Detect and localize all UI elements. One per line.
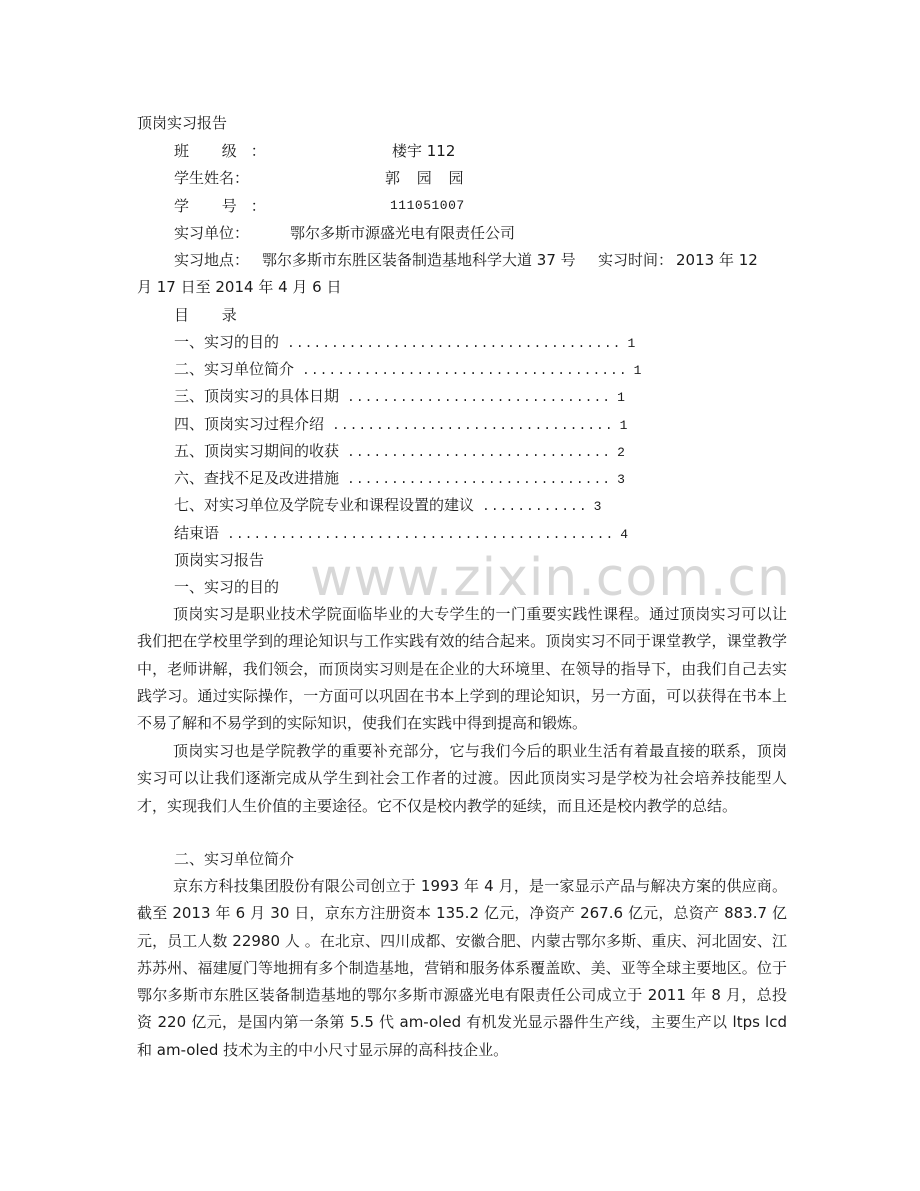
location-value: 鄂尔多斯市东胜区装备制造基地科学大道 37 号 — [262, 251, 576, 269]
toc-item: 六、查找不足及改进措施 .............................. 3 — [174, 469, 625, 487]
toc-item: 七、对实习单位及学院专业和课程设置的建议 ............ 3 — [174, 496, 602, 514]
toc-item: 四、顶岗实习过程介绍 ................................ 1 — [174, 415, 628, 433]
time-label: 实习时间： — [598, 251, 674, 269]
watermark: www.zixin.com.cn — [310, 548, 791, 608]
name-value: 郭 园 园 — [385, 169, 470, 187]
student-id-label: 学 号： — [174, 197, 280, 215]
time-value-part2: 月 17 日至 2014 年 4 月 6 日 — [137, 278, 342, 296]
toc-item: 二、实习单位简介 ..................................... 1 — [174, 360, 642, 378]
section2-paragraph-1: 京东方科技集团股份有限公司创立于 1993 年 4 月，是一家显示产品与解决方案的供应商。截至 2013 年 6 月 30 日，京东方注册资本 135.2 亿元，净资产 267.6 亿元，总资产 883.7 亿元，员工人数 22980 人 。在北京、四川成都、安徽合肥、内蒙古鄂尔多斯、重庆、河北固安、江苏苏州、福建厦门等地拥有多个制造基地，营销和服务体系覆盖欧、美、亚等全球主要地区。位于鄂尔多斯市东胜区装备制造基地的鄂尔多斯市源盛光电有限责任公司成立于 2011 年 8 月，总投资 220 亿元，是国内第一条第 5.5 代 am-oled 有机发光显示器件生产线，主要生产以 ltps lcd 和 am-oled 技术为主的中小尺寸显示屏的高科技企业。 — [137, 877, 787, 1059]
student-id-value: 111051007 — [390, 198, 465, 213]
toc-item: 五、顶岗实习期间的收获 .............................. 2 — [174, 442, 625, 460]
section1-paragraph-1: 顶岗实习是职业技术学院面临毕业的大专学生的一门重要实践性课程。通过顶岗实习可以让我们把在学校里学到的理论知识与工作实践有效的结合起来。顶岗实习不同于课堂教学，课堂教学中，老师讲解，我们领会，而顶岗实习则是在企业的大环境里、在领导的指导下，由我们自己去实践学习。通过实际操作，一方面可以巩固在书本上学到的理论知识，另一方面，可以获得在书本上不易了解和不易学到的实际知识，使我们在实践中得到提高和锻炼。 — [137, 605, 787, 733]
section2-heading: 二、实习单位简介 — [174, 850, 295, 868]
document-title: 顶岗实习报告 — [137, 114, 228, 132]
class-value: 楼宇 112 — [392, 142, 456, 160]
toc-item: 三、顶岗实习的具体日期 .............................. 1 — [174, 387, 625, 405]
location-label: 实习地点： — [174, 251, 250, 269]
toc-heading: 目 录 — [174, 306, 251, 324]
name-label: 学生姓名： — [174, 169, 250, 187]
time-value-part1: 2013 年 12 — [676, 251, 758, 269]
section1-heading: 一、实习的目的 — [174, 578, 280, 596]
toc-item: 结束语 ............................................ 4 — [174, 524, 629, 542]
section1-paragraph-2: 顶岗实习也是学院教学的重要补充部分，它与我们今后的职业生活有着最直接的联系，顶岗实习可以让我们逐渐完成从学生到社会工作者的过渡。因此顶岗实习是学校为社会培养技能型人才，实现我们人生价值的主要途径。它不仅是校内教学的延续，而且还是校内教学的总结。 — [137, 742, 787, 815]
toc-item: 一、实习的目的 ...................................... 1 — [174, 333, 636, 351]
unit-label: 实习单位： — [174, 224, 250, 242]
class-label: 班 级： — [174, 142, 280, 160]
unit-value: 鄂尔多斯市源盛光电有限责任公司 — [290, 224, 516, 242]
report-title: 顶岗实习报告 — [174, 551, 265, 569]
